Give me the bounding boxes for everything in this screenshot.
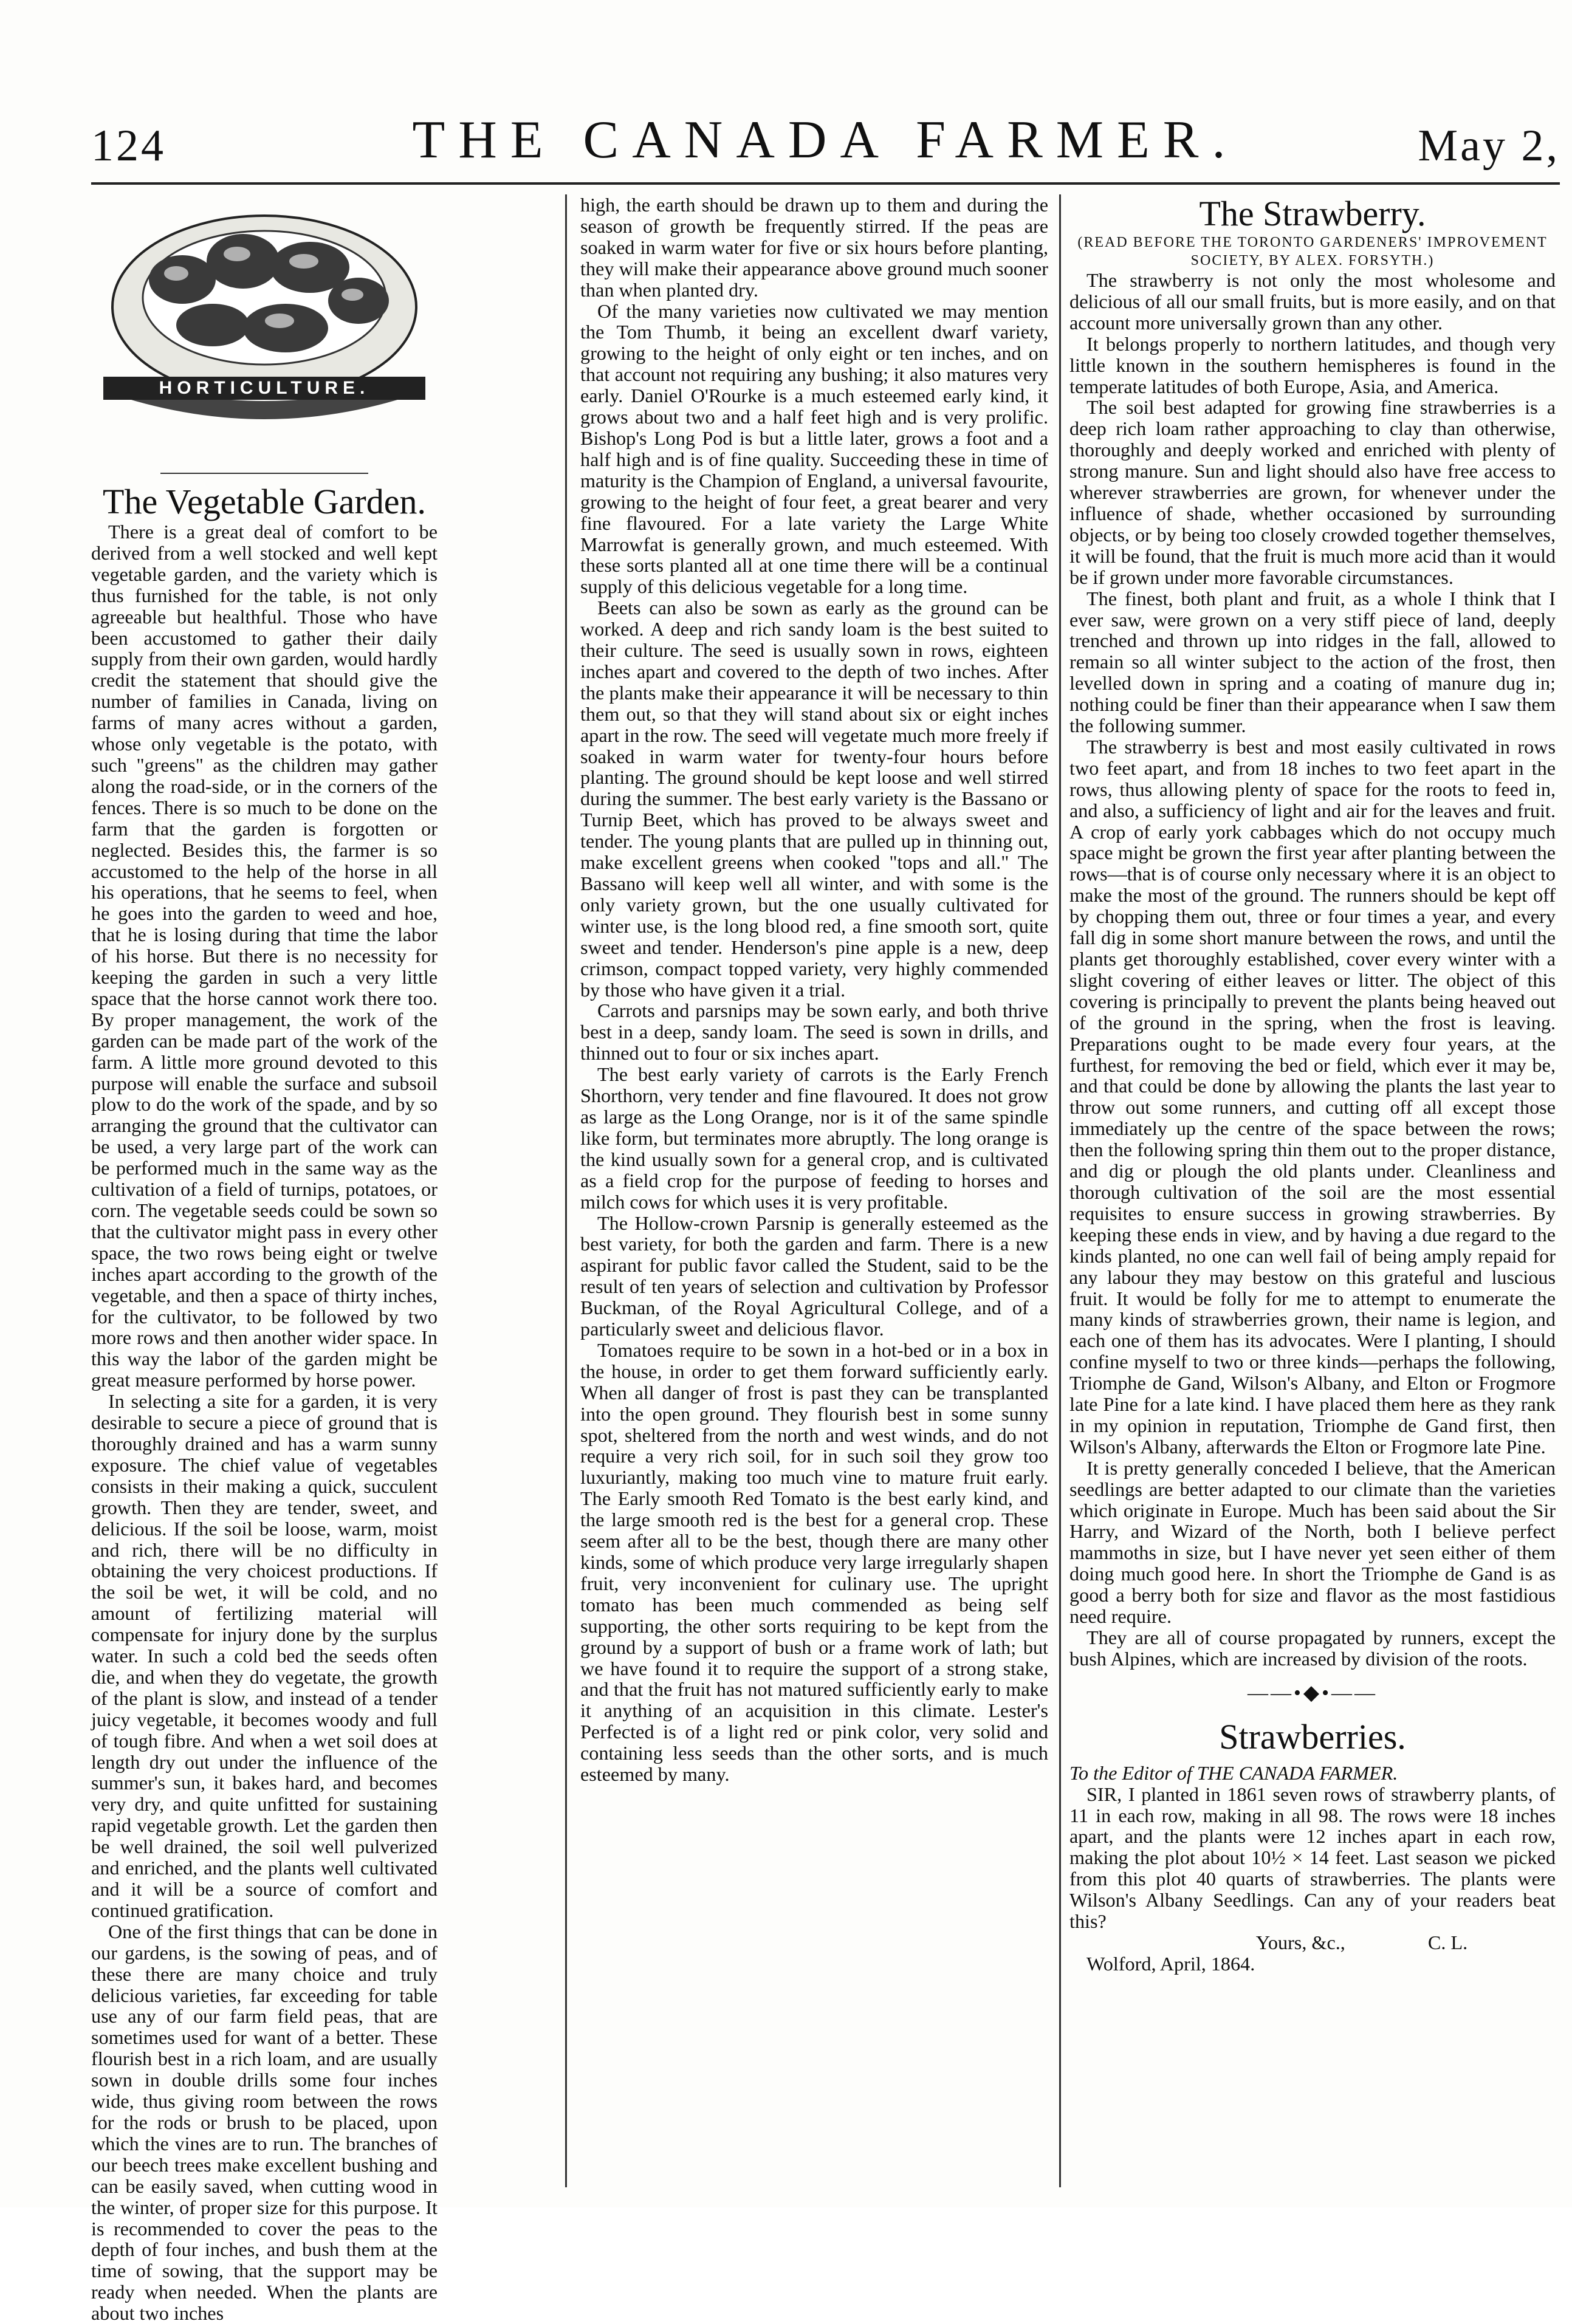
section-heading-vegetable-garden: The Vegetable Garden.: [103, 482, 426, 521]
article-paragraph: The strawberry is best and most easily cultivated in rows two feet apart, and from 18 inches to two feet apart in the rows, thus allowing plenty of space for the roots to feed in, and also, a sufficiency of light and air for the leaves and fruit. A crop of early york cabbages which do not occupy much space might be grown the first year after planting between the rows—that is of course only necessary where it is an object to make the most of the ground. The runners should be kept off by chopping them out, three or four times a year, and every fall dig in some short manure between the rows, and until the plants get thoroughly established, cover every winter with a slight covering of either leaves or litter. The object of this covering is principally to prevent the plants being heaved out of the ground in the spring, when the frost is leaving. Preparations ought to be made every four years, at the furthest, for removing the bed or field, which ever it may be, and that could be done by allowing the plants the last year to throw out some runners, and cutting off all except those immediately up the centre of the space between the rows; then the following spring thin them out to the proper distance, and dig or plough the old plants under. Cleanliness and thorough cultivation of the soil are the most essential requisites to ensure success in growing strawberries. By keeping these ends in view, and by having a due regard to the kinds planted, no one can well fail of being amply repaid for any labour they may bestow on this grateful and luscious fruit. It would be folly for me to attempt to enumerate the many kinds of strawberries grown, their name is legion, and each one of them has its advocates. Were I planting, I should confine myself to two or three kinds—perhaps the following, Triomphe de Gand, Wilson's Albany, and Elton or Frogmore late Pine for a late kind. I have placed them here as they rank in my opinion in reputation, Triomphe de Gand first, then Wilson's Albany, afterwards the Elton or Frogmore late Pine.: [1069, 735, 1556, 1458]
column-divider-1: [565, 194, 567, 2187]
newspaper-title: THE CANADA FARMER.: [412, 111, 1239, 170]
masthead: [91, 103, 1560, 194]
letter-signoff: [1069, 1932, 1556, 1953]
page-number: 124: [91, 121, 166, 171]
article-paragraph: One of the first things that can be done in our gardens, is the sowing of peas, and of these there are many choice and truly delicious varieties, far exceeding for table use any of our farm field peas, that are sometimes used for want of a better. These flourish best in a rich loam, and are usually sown in double drills some four inches wide, thus giving room between the rows for the rods or brush to be placed, upon which the vines are to run. The branches of our beech trees make excellent bushing and can be easily saved, when cutting wood in the winter, of proper size for this purpose. It is recommended to cover the peas to the depth of four inches, and bush them at the time of sowing, that the support may be ready when needed. When the plants are about two inches: [91, 1920, 438, 2324]
column-1: [91, 194, 438, 2324]
article-paragraph: It belongs properly to northern latitudes, and though very little known in the southern hemispheres is found in the temperate latitudes of both Europe, Asia, and America.: [1069, 332, 1556, 397]
section-subheading: (READ BEFORE THE TORONTO GARDENERS' IMPROVEMENT SOCIETY, BY ALEX. FORSYTH.): [1077, 235, 1548, 269]
article-paragraph: The Hollow-crown Parsnip is generally esteemed as the best variety, for both the garden and farm. There is a new aspirant for public favor called the Student, said to be the result of ten years of selection and cultivation by Professor Buckman, of the Royal Agricultural College, and of a particularly sweet and delicious flavor.: [580, 1212, 1048, 1340]
masthead-rule: [91, 182, 1560, 185]
article-paragraph: Carrots and parsnips may be sown early, and both thrive best in a deep, sandy loam. The seed is sown in drills, and thinned out to four or six inches apart.: [580, 999, 1048, 1064]
article-paragraph: The strawberry is not only the most wholesome and delicious of all our small fruits, but is more easily, and on that account more universally grown than any other.: [1069, 269, 1556, 334]
signoff-initials: C. L.: [1427, 1931, 1468, 1953]
article-paragraph: There is a great deal of comfort to be derived from a well stocked and well kept vegetable garden, and the variety which is thus furnished for the table, is not only agreeable but healthful. Those who have been accustomed to gather their daily supply from their own garden, would hardly credit the statement that should give the number of families in Canada, living on farms of many acres without a garden, whose only vegetable is the potato, with such "greens" as the children may gather along the road-side, or in the corners of the fences. There is so much to be done on the farm that the garden is forgotten or neglected. Besides this, the farmer is so accustomed to the help of the horse in all his operations, that he seems to feel, when he goes into the garden to weed and hoe, that he is losing during that time the labor of his horse. But there is no necessity for keeping the garden in such a very little space that the horse cannot work there too. By proper management, the work of the garden can be made part of the work of the farm. A little more ground devoted to this purpose will enable the surface and subsoil plow to do the work of the spade, and by so arranging the ground that the cultivator can be used, a very large part of the work can be performed much in the same way as the cultivation of a field of turnips, potatoes, or corn. The vegetable seeds could be sown so that the cultivator might pass in every other space, the two rows being eight or twelve inches apart according to the growth of the vegetable, and then a space of thirty inches, for the cultivator, to be followed by two more rows and then another wider space. In this way the labor of the garden might be great measure performed by horse power.: [91, 521, 438, 1391]
article-paragraph: The best early variety of carrots is the Early French Shorthorn, very tender and fine flavoured. It does not grow as large as the Long Orange, nor is it of the same spindle like form, but terminates more abruptly. The long orange is the kind usually sown for a general crop, and is cultivated as a field crop for the purpose of feeding to horses and milch cows for which uses it is very profitable.: [580, 1063, 1048, 1213]
horticulture-banner-label: HORTICULTURE.: [159, 378, 370, 398]
column-3: [1069, 194, 1556, 2199]
section-heading-strawberry: The Strawberry.: [1199, 194, 1426, 233]
banner-rule: [160, 473, 368, 474]
article-paragraph: high, the earth should be drawn up to them and during the season of growth be frequently stirred. If the peas are soaked in warm water for five or six hours before planting, they will make their appearance above ground much sooner than when planted dry.: [580, 194, 1048, 301]
article-paragraph: They are all of course propagated by runners, except the bush Alpines, which are increased by division of the roots.: [1069, 1626, 1556, 1670]
signoff-text: Yours, &c.,: [1255, 1931, 1345, 1953]
column-divider-2: [1059, 194, 1061, 2187]
letter-place-date: Wolford, April, 1864.: [1086, 1952, 1255, 1975]
column-2: [580, 194, 1048, 2199]
article-paragraph: Of the many varieties now cultivated we may mention the Tom Thumb, it being an excellent dwarf variety, growing to the height of only eight or ten inches, and on that account not requiring any bushing; it also matures very early. Daniel O'Rourke is a much esteemed early kind, it grows about two and a half feet high and is very prolific. Bishop's Long Pod is but a little later, grows a foot and a half high and is of fine quality. Succeeding these in time of maturity is the Champion of England, a universal favourite, growing to the height of four feet, a great bearer and very fine flavoured. For a late variety the Large White Marrowfat is generally grown, and much esteemed. With these sorts planted all at one time there will be a continual supply of this delicious vegetable for a long time.: [580, 300, 1048, 598]
article-paragraph: The soil best adapted for growing fine strawberries is a deep rich loam rather approaching to clay than otherwise, thoroughly and deeply worked and enriched with plenty of strong manure. Sun and light should also have free access to wherever strawberries are grown, for whenever under the influence of shade, whether occasioned by surrounding objects, or by being too closely crowded together themselves, it will be found, that the fruit is much more acid than it would be if grown under more favorable circumstances.: [1069, 396, 1556, 588]
section-ornament: ——•◆•——: [1248, 1681, 1378, 1704]
article-paragraph: It is pretty generally conceded I believe, that the American seedlings are better adapted to our climate than the varieties which originate in Europe. Much has been said about the Sir Harry, and Wizard of the North, both I believe perfect mammoths in size, but I have never yet seen either of them doing much good here. In short the Triomphe de Gand is as good a berry both for size and flavor as the most fastidious need require.: [1069, 1456, 1556, 1628]
article-paragraph: Tomatoes require to be sown in a hot-bed or in a box in the house, in order to get them forward sufficiently early. When all danger of frost is past they can be transplanted into the open ground. They flourish best in some sunny spot, sheltered from the north and west winds, and do not require a very rich soil, for in such soil they grow too luxuriantly, making too much vine to mature fruit early. The Early smooth Red Tomato is the best early kind, and the large smooth red is the best for a general crop. These seem after all to be the best, though there are many other kinds, some of which produce very large irregularly shapen fruit, very inconvenient for culinary use. The upright tomato has been much commended as being self supporting, the other sorts requiring to be kept from the ground by a support of bush or a frame work of lath; but we have found it to require the support of a strong stake, and that the fruit has not matured sufficiently early to make it anything of an acquisition in this climate. Lester's Perfected is of a light red or pink color, very solid and containing less seeds than the other sorts, and is much esteemed by many.: [580, 1339, 1048, 1786]
article-paragraph: The finest, both plant and fruit, as a whole I think that I ever saw, were grown on a very stiff piece of land, deeply trenched and thrown up into ridges in the fall, allowed to remain so all winter subject to the action of the frost, then levelled down in spring and a coating of manure dug in; nothing could be finer than their appearance when I saw them the following summer.: [1069, 587, 1556, 737]
horticulture-banner-illustration: [91, 194, 438, 462]
section-heading-strawberries: Strawberries.: [1219, 1716, 1406, 1757]
letter-dedication: To the Editor of THE CANADA FARMER.: [1069, 1761, 1398, 1784]
issue-date: May 2,: [1418, 121, 1560, 171]
letter-body: SIR, I planted in 1861 seven rows of strawberry plants, of 11 in each row, making in all 98. The rows were 18 inches apart, and the plants were 12 inches apart in each row, making the plot about 10½ × 14 feet. Last season we picked from this plot 40 quarts of strawberries. The plants were Wilson's Albany Seedlings. Can any of your readers beat this?: [1069, 1783, 1556, 1933]
article-paragraph: In selecting a site for a garden, it is very desirable to secure a piece of ground that is thoroughly drained and has a warm sunny exposure. The chief value of vegetables consists in their making a quick, succulent growth. Then they are tender, sweet, and delicious. If the soil be loose, warm, moist and rich, there will be no difficulty in obtaining the very choicest productions. If the soil be wet, it will be cold, and no amount of fertilizing material will compensate for injury done by the surplus water. In such a cold bed the seeds often die, and when they do vegetate, the growth of the plant is slow, and instead of a tender juicy vegetable, it becomes woody and full of tough fibre. And when a wet soil does at length dry out under the influence of the summer's sun, it bakes hard, and becomes very dry, and quite unfitted for sustaining rapid vegetable growth. Let the garden then be well drained, the soil well pulverized and enriched, and the plants well cultivated and it will be a source of comfort and continued gratification.: [91, 1390, 438, 1921]
article-paragraph: Beets can also be sown as early as the ground can be worked. A deep and rich sandy loam is the best suited to their culture. The seed is usually sown in rows, eighteen inches apart and covered to the depth of two inches. After the plants make their appearance it will be necessary to thin them out, so that they will stand about six or eight inches apart in the row. The seed will vegetate much more freely if soaked in warm water for twenty-four hours before planting. The ground should be kept loose and well stirred during the summer. The best early variety is the Bassano or Turnip Beet, which has proved to be always sweet and tender. The young plants that are pulled up in thinning out, make excellent greens when cooked "tops and all." The Bassano will keep well all winter, and with some is the only variety grown, but the one usually cultivated for winter use, is the long blood red, a fine smooth sort, quite sweet and tender. Henderson's pine apple is a new, deep crimson, compact topped variety, very highly commended by those who have given it a trial.: [580, 597, 1048, 1001]
